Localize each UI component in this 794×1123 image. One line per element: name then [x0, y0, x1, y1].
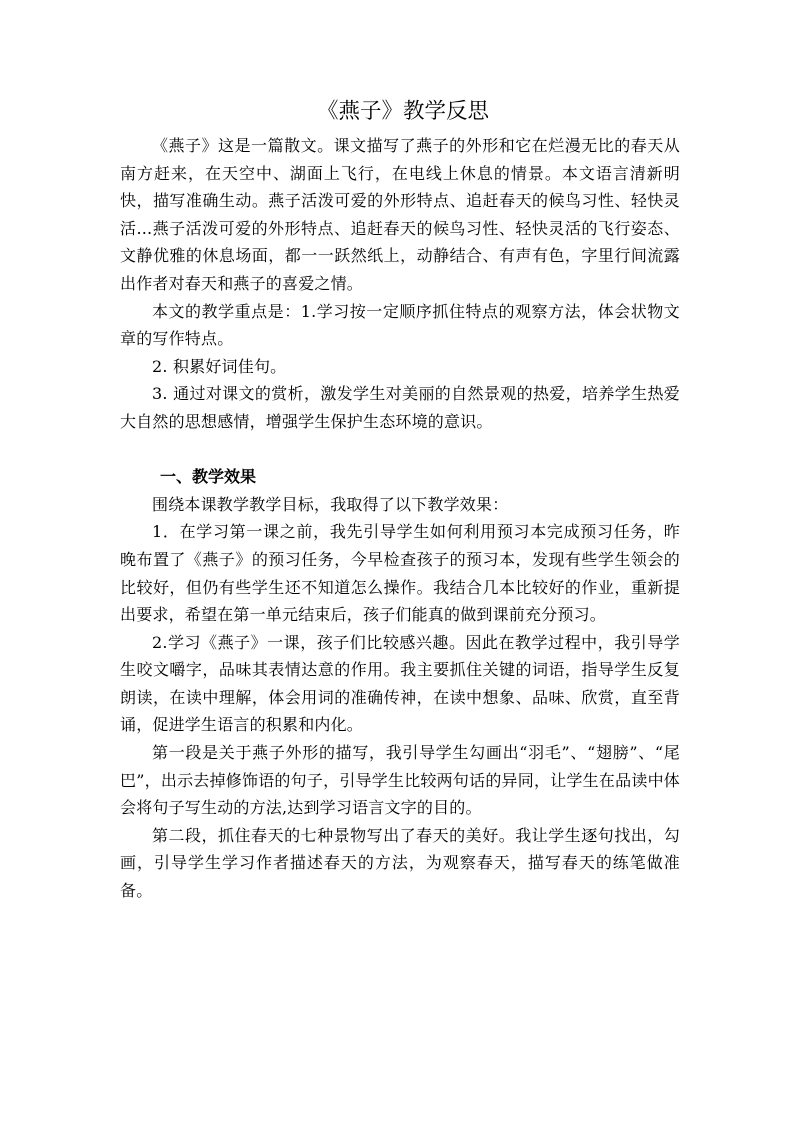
document-page — [120, 92, 680, 905]
teaching-focus-item-3: 3. 通过对课文的赏析，激发学生对美丽的自然景观的热爱，培养学生热爱大自然的思想感情，增强学生保护生态环境的意识。 — [120, 384, 680, 431]
section-paragraph: 2.学习《燕子》一课，孩子们比较感兴趣。因此在教学过程中，我引导学生咬文嚼字，品味其表情达意的作用。我主要抓住关键的词语，指导学生反复朗读，在读中理解，体会用词的准确传神，在读中想象、品味、欣赏，直至背诵，促进学生语言的积累和内化。 — [120, 632, 680, 735]
teaching-focus-item-2: 2. 积累好词佳句。 — [152, 356, 287, 376]
section-paragraph: 第一段是关于燕子外形的描写，我引导学生勾画出“羽毛”、“翅膀”、“尾巴”，出示去掉修饰语的句子，引导学生比较两句话的异同，让学生在品读中体会将句子写生动的方法,达到学习语言文字的目的。 — [120, 743, 680, 818]
section-heading-teaching-effect: 一、教学效果 — [160, 467, 257, 487]
section-paragraph: 围绕本课教学教学目标，我取得了以下教学效果： — [152, 494, 509, 514]
section-paragraph: 第二段，抓住春天的七种景物写出了春天的美好。我让学生逐句找出，勾画，引导学生学习作者描述春天的方法，为观察春天，描写春天的练笔做准备。 — [120, 825, 680, 901]
blank-line — [120, 436, 680, 464]
section-paragraph: 1．在学习第一课之前，我先引导学生如何利用预习本完成预习任务，昨晚布置了《燕子》的预习任务，今早检查孩子的预习本，发现有些学生领会的比较好，但仍有些学生还不知道怎么操作。我结合几本比较好的作业，重新提出要求，希望在第一单元结束后，孩子们能真的做到课前充分预习。 — [120, 522, 680, 625]
teaching-focus-paragraph: 本文的教学重点是：1.学习按一定顺序抓住特点的观察方法，体会状物文章的写作特点。 — [120, 301, 680, 349]
document-title: 《燕子》教学反思 — [316, 99, 489, 124]
intro-paragraph: 《燕子》这是一篇散文。课文描写了燕子的外形和它在烂漫无比的春天从南方赶来，在天空中、湖面上飞行，在电线上休息的情景。本文语言清新明快，描写准确生动。燕子活泼可爱的外形特点、追赶春天的候鸟习性、轻快灵活...燕子活泼可爱的外形特点、追赶春天的候鸟习性、轻快灵活的飞行姿态、文静优雅的休息场面，都一一跃然纸上，动静结合、有声有色，字里行间流露出作者对春天和燕子的喜爱之情。 — [120, 136, 680, 293]
